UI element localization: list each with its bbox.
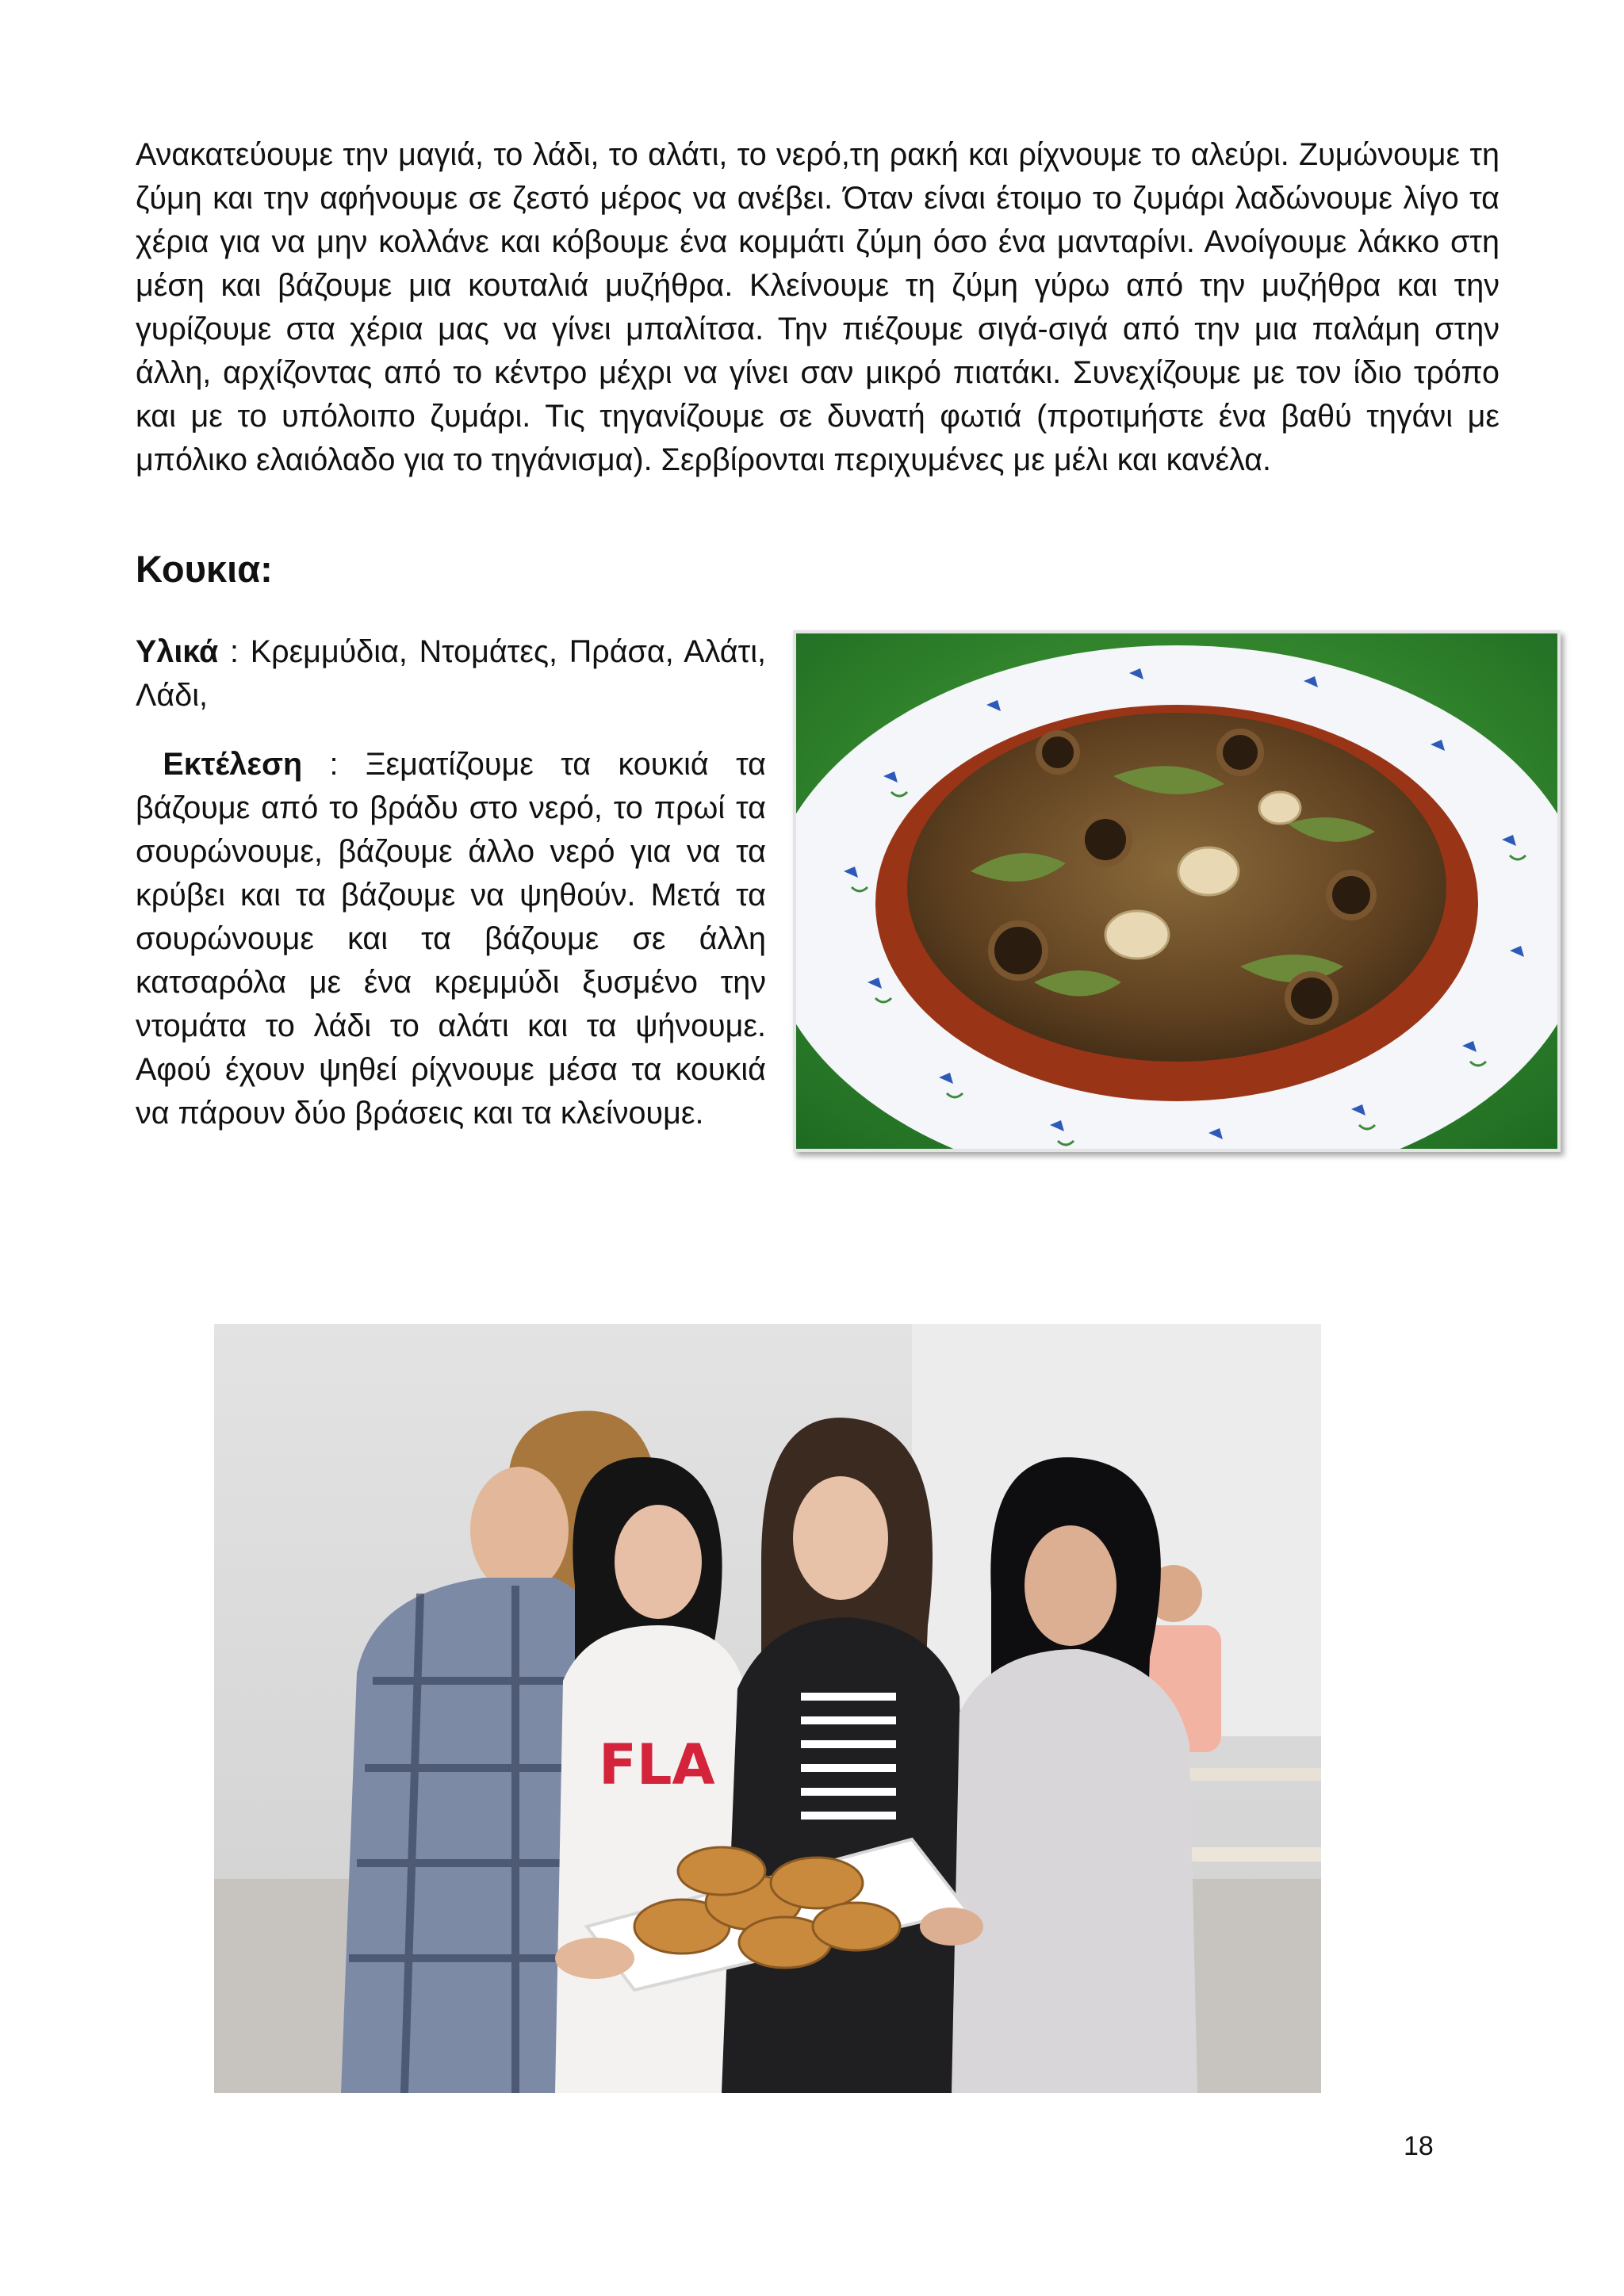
execution-label: Εκτέλεση [163,747,303,782]
page-number: 18 [1404,2131,1434,2161]
execution-text: : Ξεματίζουμε τα κουκιά τα βάζουμε από το βράδυ στο νερό, το πρωί τα σουρώνουμε, βάζουμε άλλο νερό για να τα κρύβει και τα βάζουμε να ψηθούν. Μετά τα σουρώνουμε και τα βάζουμε σε άλλη κατσαρόλα με ένα κρεμμύδι ξυσμένο την ντομάτα το λάδι το αλάτι και τα ψήνουμε. Αφού έχουν ψηθεί ρίχνουμε μέσα τα κουκιά να πάρουν δύο βράσεις και τα κλείνουμε. [136,747,766,1131]
execution-paragraph [136,743,766,1135]
ingredients-text: : Κρεμμύδια, Ντομάτες, Πράσα, Αλάτι, Λάδι, [136,634,766,713]
intro-paragraph: Ανακατεύουμε την μαγιά, το λάδι, το αλάτι, το νερό,τη ρακή και ρίχνουμε το αλεύρι. Ζυμώνουμε τη ζύμη και την αφήνουμε σε ζεστό μέρος να ανέβει. Όταν είναι έτοιμο το ζυμάρι λαδώνουμε λίγο τα χέρια για να μην κολλάνε και κόβουμε ένα κομμάτι ζύμη όσο ένα μανταρίνι. Ανοίγουμε λάκκο στη μέση και βάζουμε μια κουταλιά μυζήθρα. Κλείνουμε τη ζύμη γύρω από την μυζήθρα και την γυρίζουμε στα χέρια μας να γίνει μπαλίτσα. Την πιέζουμε σιγά-σιγά από την μια παλάμη στην άλλη, αρχίζοντας από το κέντρο μέχρι να γίνει σαν μικρό πιατάκι. Συνεχίζουμε με τον ίδιο τρόπο και με το υπόλοιπο ζυμάρι. Τις τηγανίζουμε σε δυνατή φωτιά (προτιμήστε ένα βαθύ τηγάνι με μπόλικο ελαιόλαδο για το τηγάνισμα). Σερβίρονται περιχυμένες με μέλι και κανέλα. [136,137,1500,477]
students-photo [214,1324,1321,2093]
bean-stew-photo [793,630,1561,1152]
recipe-title: Κουκια: [136,548,273,590]
ingredients-label: Υλικά [136,634,219,669]
svg-text:FLA: FLA [599,1732,715,1797]
ingredients-paragraph [136,630,766,718]
